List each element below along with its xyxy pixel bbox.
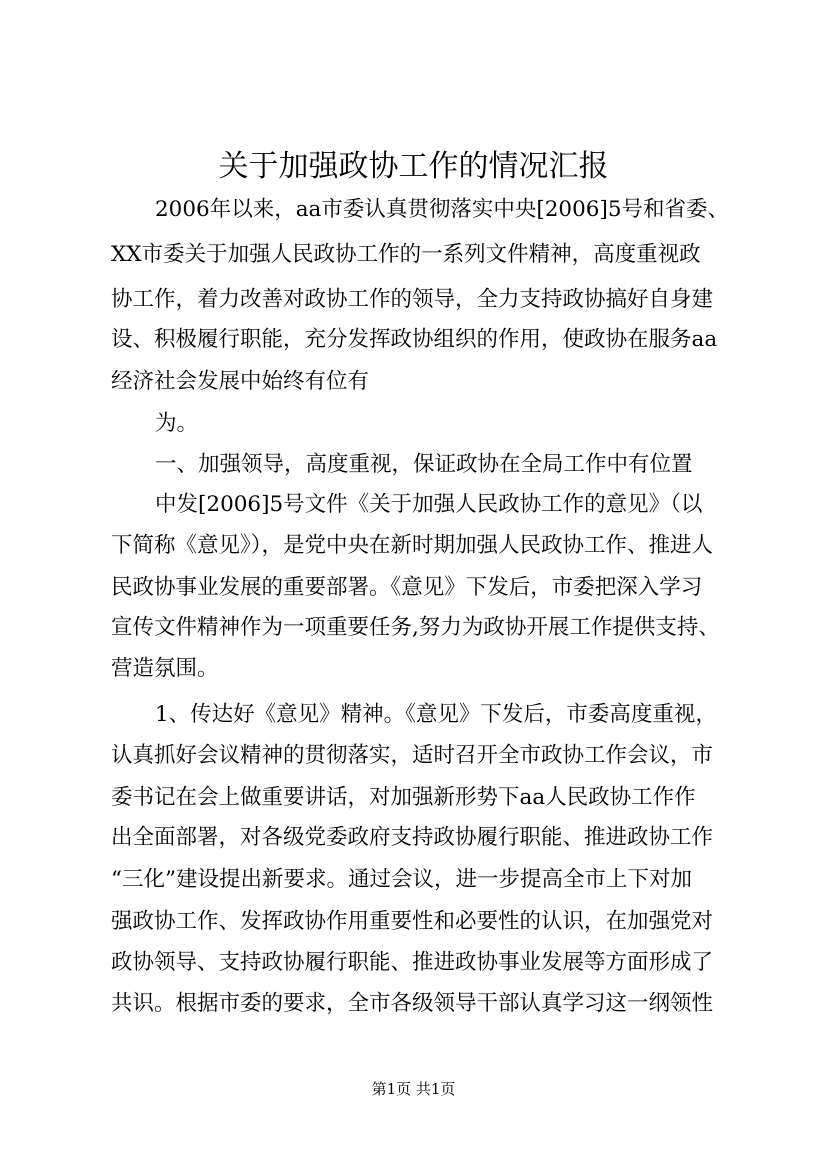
text-line: “三化”建设提出新要求。通过会议，进一步提高全市上下对加 — [111, 867, 692, 892]
text-line: 1、传达好《意见》精神。《意见》下发后，市委高度重视， — [155, 702, 717, 727]
text-line: 营造氛围。 — [111, 656, 219, 681]
text-line: 政协领导、支持政协履行职能、推进政协事业发展等方面形成了 — [111, 950, 714, 975]
text-line: 强政协工作、发挥政协作用重要性和必要性的认识，在加强党对 — [111, 909, 714, 934]
text-line: 出全面部署，对各级党委政府支持政协履行职能、推进政协工作 — [111, 825, 714, 850]
text-line: 认真抓好会议精神的贯彻落实，适时召开全市政协工作会议，市 — [111, 743, 714, 768]
text-line: XX市委关于加强人民政协工作的一系列文件精神，高度重视政 — [111, 242, 701, 267]
text-line: 2006年以来，aa市委认真贯彻落实中央[2006]5号和省委、 — [155, 197, 730, 222]
text-line: 委书记在会上做重要讲话，对加强新形势下aa人民政协工作作 — [111, 785, 696, 810]
text-line: 设、积极履行职能，充分发挥政协组织的作用，使政协在服务aa — [111, 327, 718, 352]
text-line: 协工作，着力改善对政协工作的领导，全力支持政协搞好自身建 — [111, 287, 714, 312]
text-line: 经济社会发展中始终有位有 — [111, 369, 370, 394]
text-line: 宣传文件精神作为一项重要任务,努力为政协开展工作提供支持、 — [111, 615, 720, 640]
text-line: 下简称《意见》），是党中央在新时期加强人民政协工作、推进人 — [111, 533, 714, 558]
page-footer: 第1页 共1页 — [371, 1080, 456, 1098]
section-heading: 一、加强领导，高度重视，保证政协在全局工作中有位置 — [155, 452, 693, 477]
text-line: 中发[2006]5号文件《关于加强人民政协工作的意见》（以 — [155, 492, 703, 517]
document-title: 关于加强政协工作的情况汇报 — [218, 149, 609, 184]
text-line: 民政协事业发展的重要部署。《意见》下发后，市委把深入学习 — [111, 575, 703, 600]
text-line: 共识。根据市委的要求，全市各级领导干部认真学习这一纲领性 — [111, 991, 714, 1016]
text-line: 为。 — [155, 411, 199, 436]
